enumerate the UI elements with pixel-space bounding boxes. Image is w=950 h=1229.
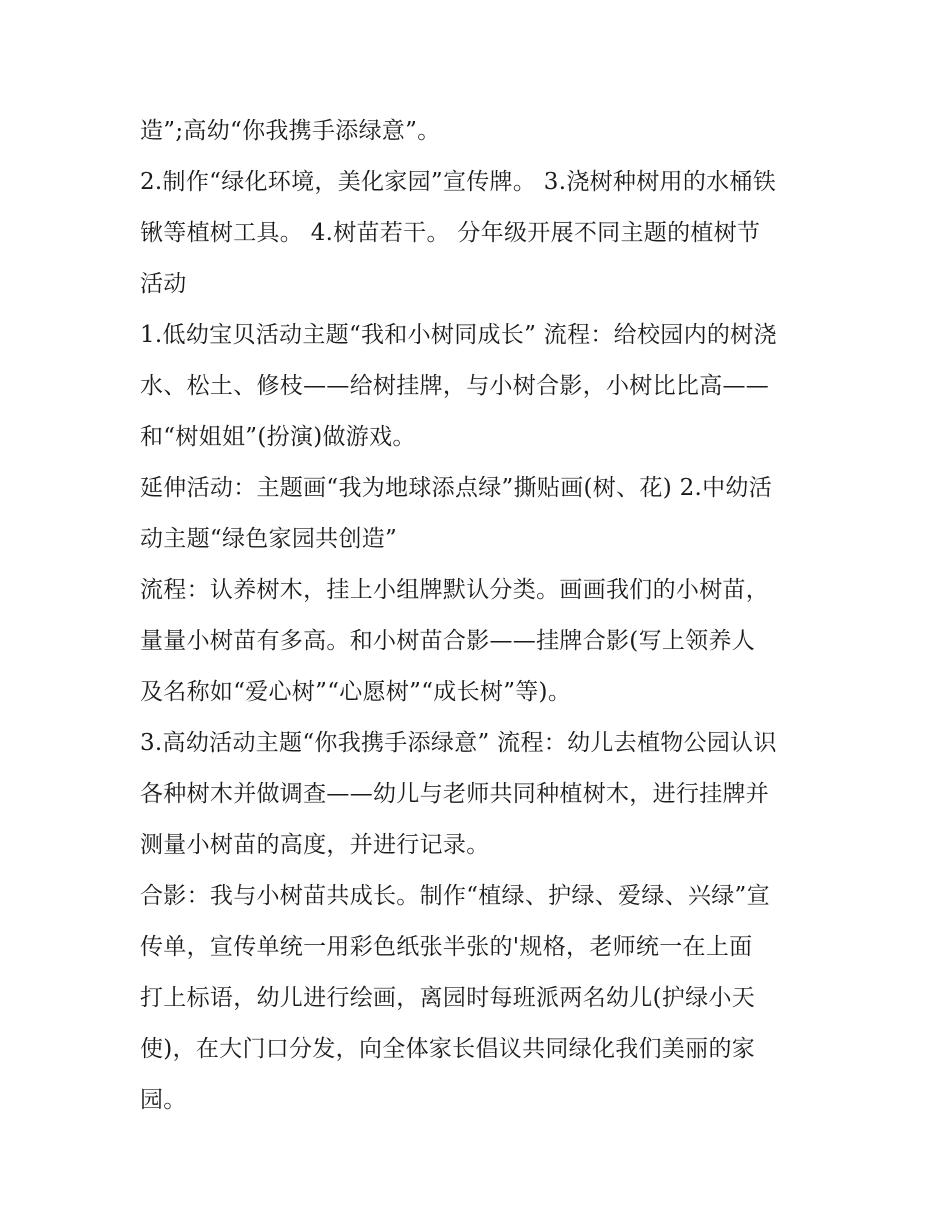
text-line: 1.低幼宝贝活动主题“我和小树同成长” 流程：给校园内的树浇: [140, 322, 777, 348]
text-line: 延伸活动：主题画“我为地球添点绿”撕贴画(树、花) 2.中幼活: [140, 475, 773, 501]
text-line: 动主题“绿色家园共创造”: [140, 526, 398, 552]
text-line: 打上标语，幼儿进行绘画，离园时每班派两名幼儿(护绿小天: [140, 985, 756, 1011]
text-line: 园。: [140, 1087, 187, 1113]
text-line: 合影：我与小树苗共成长。制作“植绿、护绿、爱绿、兴绿”宣: [140, 883, 770, 909]
text-line: 3.高幼活动主题“你我携手添绿意” 流程：幼儿去植物公园认识: [140, 730, 777, 756]
text-line: 传单，宣传单统一用彩色纸张半张的'规格，老师统一在上面: [140, 934, 753, 960]
text-line: 流程：认养树木，挂上小组牌默认分类。画画我们的小树苗，: [140, 577, 770, 603]
text-line: 锹等植树工具。 4.树苗若干。 分年级开展不同主题的植树节: [140, 220, 761, 246]
text-line: 测量小树苗的高度，并进行记录。: [140, 832, 490, 858]
text-line: 2.制作“绿化环境，美化家园”宣传牌。 3.浇树种树用的水桶铁: [140, 169, 777, 195]
text-line: 和“树姐姐”(扮演)做游戏。: [140, 424, 416, 450]
text-line: 造”;高幼“你我携手添绿意”。: [140, 118, 441, 144]
text-line: 及名称如“爱心树”“心愿树”“成长树”等)。: [140, 679, 572, 705]
text-line: 量量小树苗有多高。和小树苗合影——挂牌合影(写上领养人: [140, 628, 756, 654]
text-line: 活动: [140, 271, 187, 297]
document-body: [140, 106, 820, 1126]
text-line: 水、松土、修枝——给树挂牌，与小树合影，小树比比高——: [140, 373, 770, 399]
text-line: 各种树木并做调查——幼儿与老师共同种植树木，进行挂牌并: [140, 781, 770, 807]
text-line: 使)，在大门口分发，向全体家长倡议共同绿化我们美丽的家: [140, 1036, 756, 1062]
